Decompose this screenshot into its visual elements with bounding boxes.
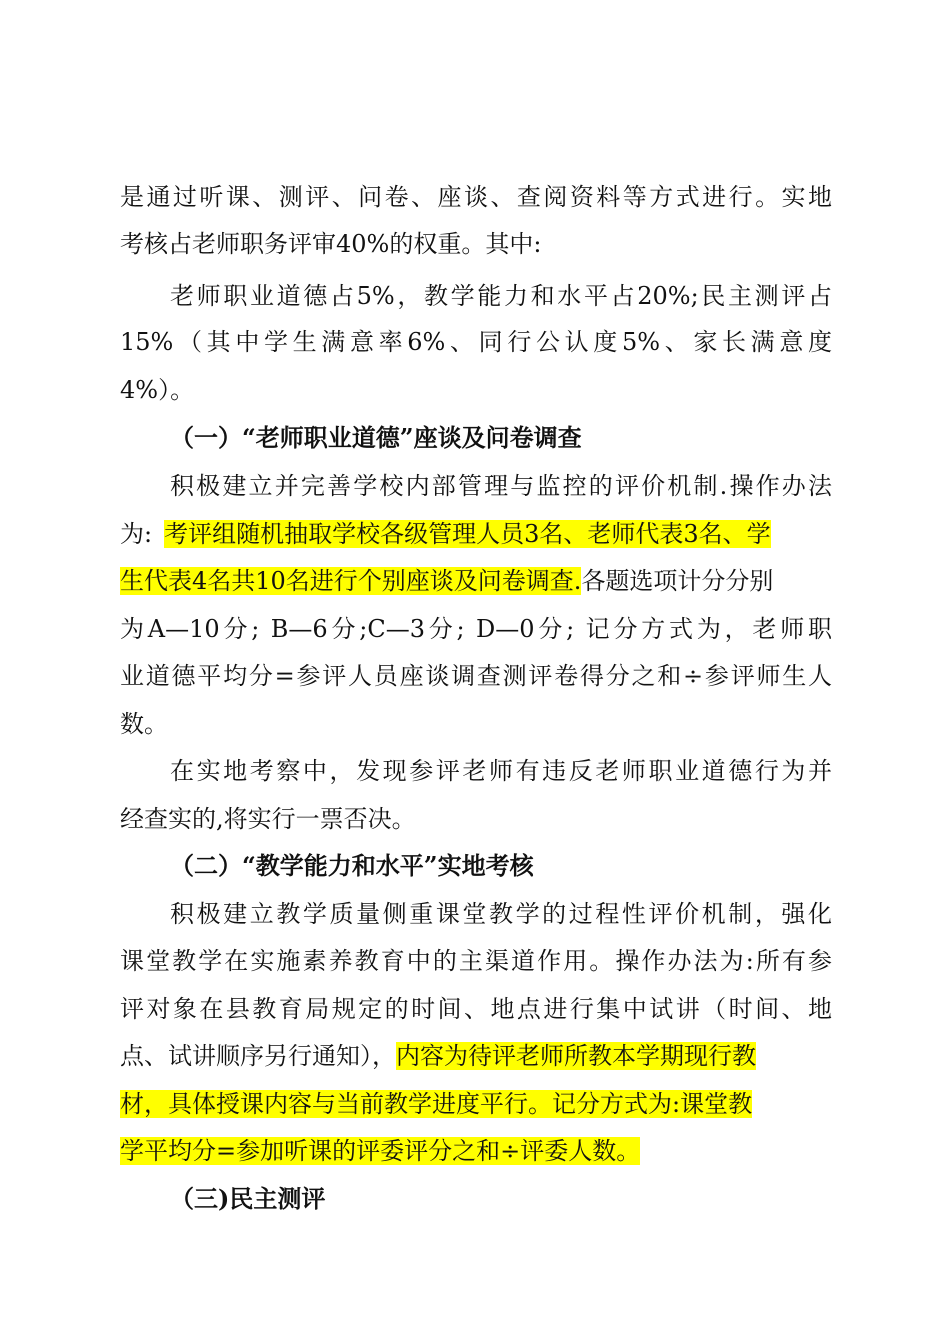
paragraph-line-highlighted	[120, 1036, 832, 1076]
paragraph-line-highlighted	[120, 561, 832, 601]
paragraph-line: 课堂教学在实施素养教育中的主渠道作用。操作办法为:所有参	[120, 947, 832, 975]
section-heading-1: （一）“老师职业道德”座谈及问卷调查	[170, 423, 582, 452]
paragraph-line: 积极建立并完善学校内部管理与监控的评价机制.操作办法	[170, 472, 832, 500]
section-heading-3: （三)民主测评	[170, 1184, 326, 1213]
paragraph-line-highlighted	[120, 1084, 832, 1124]
plain-text: 点、试讲顺序另行通知），	[120, 1042, 396, 1070]
paragraph-line: 经查实的,将实行一票否决。	[120, 805, 416, 833]
paragraph-line: 积极建立教学质量侧重课堂教学的过程性评价机制，强化	[170, 900, 832, 928]
plain-text: 各题选项计分分别	[581, 567, 774, 595]
paragraph-line: 数。	[120, 710, 168, 738]
section-heading-2: （二）“教学能力和水平”实地考核	[170, 851, 534, 880]
paragraph-line: 考核占老师职务评审40%的权重。其中:	[120, 230, 542, 258]
highlighted-text: 材，具体授课内容与当前教学进度平行。记分方式为:课堂教	[120, 1090, 753, 1118]
paragraph-line: 评对象在县教育局规定的时间、地点进行集中试讲（时间、地	[120, 995, 832, 1023]
highlighted-text: 内容为待评老师所教本学期现行教	[396, 1042, 756, 1070]
paragraph-line: 为A—10分; B—6分;C—3分; D—0分; 记分方式为，老师职	[120, 615, 832, 643]
highlighted-text: 学平均分=参加听课的评委评分之和÷评委人数。	[120, 1137, 641, 1165]
paragraph-line: 15%（其中学生满意率6%、同行公认度5%、家长满意度	[120, 328, 832, 356]
paragraph-line: 是通过听课、测评、问卷、座谈、查阅资料等方式进行。实地	[120, 183, 832, 211]
paragraph-line-highlighted	[120, 1131, 832, 1171]
highlighted-text: 考评组随机抽取学校各级管理人员3名、老师代表3名、学	[164, 520, 771, 548]
highlighted-text: 生代表4名共10名进行个别座谈及问卷调查.	[120, 567, 582, 595]
paragraph-line: 老师职业道德占5%，教学能力和水平占20%;民主测评占	[170, 282, 832, 310]
paragraph-line: 在实地考察中，发现参评老师有违反老师职业道德行为并	[170, 757, 832, 785]
paragraph-line-highlighted	[120, 514, 832, 554]
paragraph-line: 业道德平均分=参评人员座谈调查测评卷得分之和÷参评师生人	[120, 662, 832, 690]
paragraph-line: 4%）。	[120, 376, 195, 404]
plain-text: 为:	[120, 520, 153, 548]
